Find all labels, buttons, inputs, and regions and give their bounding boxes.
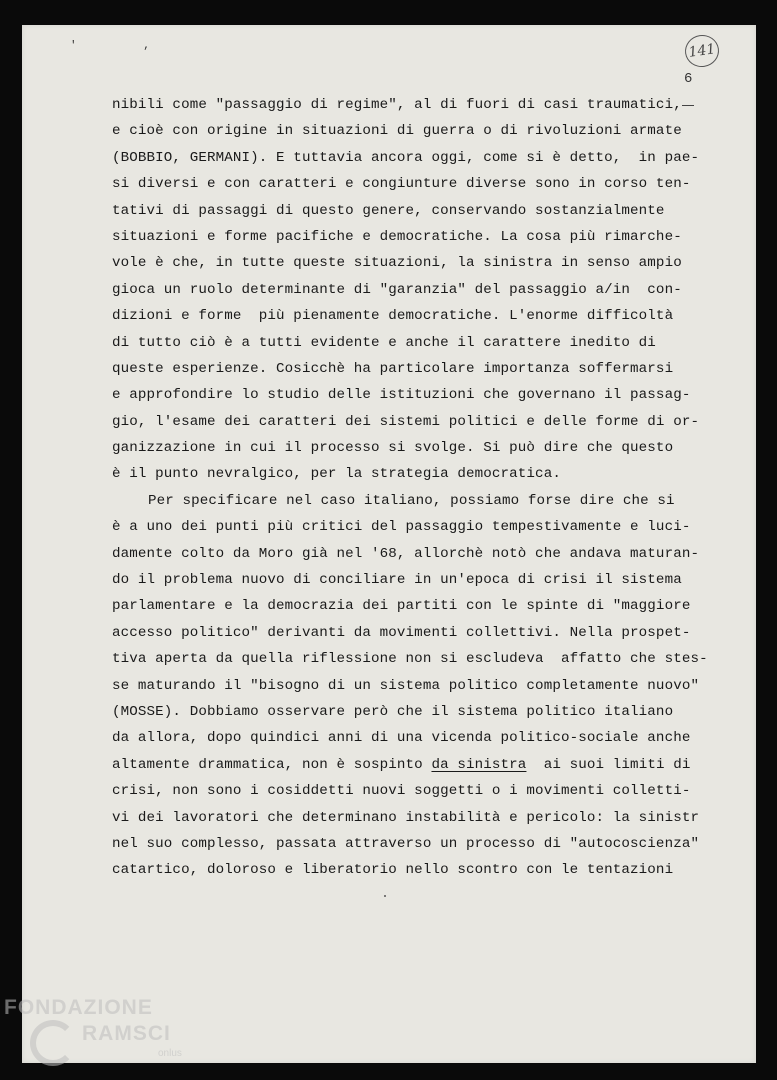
text-line: do il problema nuovo di conciliare in un'epoca di crisi il sistema (112, 572, 682, 589)
text-line (112, 752, 752, 778)
text-line: e cioè con origine in situazioni di guerra o di rivoluzioni armate (112, 123, 682, 140)
text-line: accesso politico" derivanti da movimenti collettivi. Nella prospet- (112, 624, 691, 641)
text-line: nel suo complesso, passata attraverso un processo di "autocoscienza" (112, 835, 700, 852)
text-line: tativi di passaggi di questo genere, conservando sostanzialmente (112, 202, 665, 219)
text-line: si diversi e con caratteri e congiunture diverse sono in corso ten- (112, 176, 691, 193)
text-segment: altamente drammatica, non è sospinto (112, 756, 432, 773)
watermark-fondazione: FONDAZIONE (4, 996, 153, 1019)
stray-marks: ' , (70, 40, 180, 52)
text-line: nibili come "passaggio di regime", al di fuori di casi traumatici, (112, 97, 682, 113)
underlined-phrase: da sinistra (431, 756, 527, 773)
text-line: gio, l'esame dei caratteri dei sistemi politici e delle forme di or- (112, 413, 700, 430)
watermark-g-logo-icon (30, 1020, 76, 1066)
text-line: è a uno dei punti più critici del passaggio tempestivamente e luci- (112, 519, 691, 536)
text-line: da allora, dopo quindici anni di una vicenda politico-sociale anche (112, 730, 691, 747)
text-line: parlamentare e la democrazia dei partiti con le spinte di "maggiore (112, 598, 691, 615)
text-line: e approfondire lo studio delle istituzioni che governano il passag- (112, 387, 691, 404)
text-line: damente colto da Moro già nel '68, allorchè notò che andava maturan- (112, 545, 700, 562)
paragraph-start-line: Per specificare nel caso italiano, possiamo forse dire che si (148, 492, 675, 509)
text-line: queste esperienze. Cosicchè ha particolare importanza soffermarsi (112, 360, 674, 377)
page-number: 6 (684, 71, 693, 87)
text-line: dizioni e forme più pienamente democratiche. L'enorme difficoltà (112, 308, 674, 325)
stray-dot (384, 895, 386, 897)
watermark-onlus: onlus (158, 1048, 182, 1059)
text-line: (MOSSE). Dobbiamo osservare però che il sistema politico italiano (112, 703, 674, 720)
typewritten-body (112, 92, 752, 884)
text-line: (BOBBIO, GERMANI). E tuttavia ancora oggi, come si è detto, in pae- (112, 149, 700, 166)
text-segment: ai suoi limiti di (526, 756, 691, 773)
text-line: vole è che, in tutte queste situazioni, la sinistra in senso ampio (112, 255, 682, 272)
text-line: catartico, doloroso e liberatorio nello scontro con le tentazioni (112, 862, 674, 879)
text-line: situazioni e forme pacifiche e democratiche. La cosa più rimarche- (112, 228, 682, 245)
text-line: vi dei lavoratori che determinano instabilità e pericolo: la sinistr (112, 809, 700, 826)
text-line: gioca un ruolo determinante di "garanzia" del passaggio a/in con- (112, 281, 682, 298)
text-line: di tutto ciò è a tutti evidente e anche il carattere inedito di (112, 334, 656, 351)
text-line: ganizzazione in cui il processo si svolge. Si può dire che questo (112, 440, 674, 457)
watermark-gramsci: RAMSCI (82, 1022, 171, 1045)
archive-folio-number: 141 (683, 33, 721, 69)
text-line: se maturando il "bisogno di un sistema politico completamente nuovo" (112, 677, 700, 694)
text-line: è il punto nevralgico, per la strategia democratica. (112, 466, 561, 483)
text-line: tiva aperta da quella riflessione non si escludeva affatto che stes- (112, 651, 708, 668)
text-line: crisi, non sono i cosiddetti nuovi soggetti o i movimenti colletti- (112, 783, 691, 800)
